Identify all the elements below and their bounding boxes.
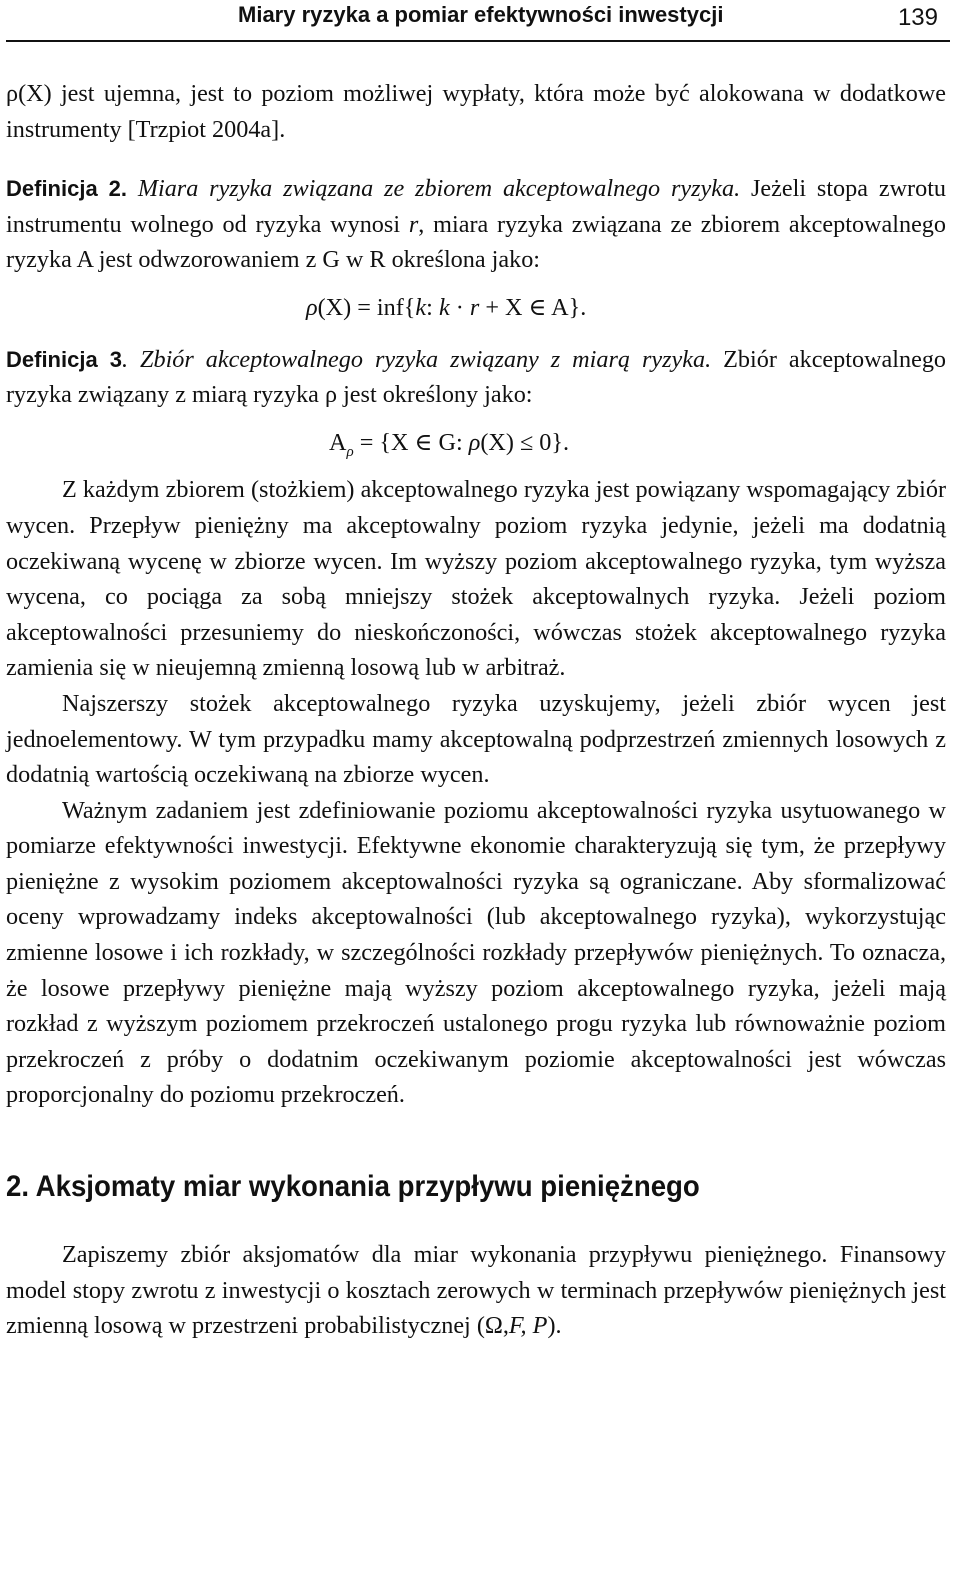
formula-rho: ρ bbox=[468, 428, 481, 456]
page-number: 139 bbox=[897, 4, 938, 31]
formula-part: : bbox=[426, 293, 439, 321]
definition-2-text-a: Jeżeli stopa zwrotu instrumentu wolnego od ryzyka wynosi bbox=[6, 175, 947, 238]
formula-risk-measure bbox=[6, 290, 946, 326]
section-text: Zapiszemy zbiór aksjomatów dla miar wykonania przypływu pieniężnego. Finansowy model stopy zwrotu z inwestycji o kosztach zerowych w terminach przepływów pieniężnych jest zmienną losową w przestrzeni probabilistycznej ( bbox=[6, 1241, 946, 1340]
definition-2 bbox=[6, 171, 946, 278]
definition-2-label: Definicja 2. bbox=[6, 176, 127, 202]
formula-acceptance-set bbox=[6, 425, 946, 461]
symbol-omega: Ω bbox=[484, 1312, 503, 1340]
page-body bbox=[6, 76, 946, 1344]
definition-3-text: Zbiór akceptowalnego ryzyka związany z miarą ryzyka ρ jest określony jako: bbox=[6, 345, 947, 409]
section-text-end: ). bbox=[547, 1312, 562, 1340]
definition-3-label: Definicja 3 bbox=[6, 346, 122, 372]
running-header bbox=[6, 0, 950, 42]
intro-paragraph: ρ(X) jest ujemna, jest to poziom możliwej wypłaty, która może być alokowana w dodatkowe instrumenty [Trzpiot 2004a]. bbox=[6, 80, 946, 143]
paragraph-acceptability-index: Ważnym zadaniem jest zdefiniowanie poziomu akceptowalności ryzyka usytuowanego w pomiarze efektywności inwestycji. Efektywne ekonomie charakteryzują się tym, że przepływy pieniężne z wysokim poziomem akceptowalności ryzyka są ograniczane. Aby sformalizować oceny wprowadzamy indeks akceptowalności (lub akceptowalnego ryzyka), wykorzystując zmienne losowe i ich rozkłady, w szczególności rozkłady przepływów pieniężnych. To oznacza, że losowe przepływy pieniężne mają wyższy poziom akceptowalnego ryzyka, jeżeli mają rozkład z wyższym poziomem przekroczeń ustalonego progu ryzyka lub równoważnie poziom przekroczeń z próby o dodatnim oczekiwanym poziomie akceptowalności jest wówczas proporcjonalny do poziomu przekroczeń. bbox=[6, 796, 946, 1109]
definition-2-title: Miara ryzyka związana ze zbiorem akceptowalnego ryzyka. bbox=[126, 175, 741, 203]
formula-rho: ρ bbox=[306, 293, 318, 321]
formula-part: = {X ∈ G: bbox=[353, 428, 469, 456]
formula-var-k: k bbox=[438, 293, 450, 321]
section-paragraph bbox=[6, 1237, 946, 1344]
formula-var-r: r bbox=[469, 293, 480, 321]
running-title: Miary ryzyka a pomiar efektywności inwestycji bbox=[238, 2, 724, 27]
section-heading: 2. Aksjomaty miar wykonania przypływu pieniężnego bbox=[6, 1170, 700, 1204]
formula-part: + X ∈ A}. bbox=[479, 293, 587, 321]
definition-3 bbox=[6, 342, 946, 413]
definition-3-title: . Zbiór akceptowalnego ryzyka związany z miarą ryzyka. bbox=[122, 345, 712, 373]
formula-part: · bbox=[449, 293, 470, 321]
definition-2-text-b: , miara ryzyka związana ze zbiorem akceptowalnego ryzyka A jest odwzorowaniem z G w R określona jako: bbox=[6, 210, 946, 274]
formula-part: A bbox=[329, 428, 347, 456]
formula-var-k: k bbox=[415, 293, 427, 321]
paragraph-widest-cone: Najszerszy stożek akceptowalnego ryzyka uzyskujemy, jeżeli zbiór wycen jest jednoelementowy. W tym przypadku mamy akceptowalną podprzestrzeń zmiennych losowych z dodatnią wartością oczekiwaną na zbiorze wycen. bbox=[6, 689, 946, 789]
formula-part: (X) ≤ 0}. bbox=[480, 428, 570, 456]
formula-part: (X) = inf{ bbox=[317, 293, 416, 321]
symbol-f-p: F, P bbox=[508, 1312, 548, 1340]
formula-subscript: ρ bbox=[346, 443, 354, 460]
definition-2-var-r: r bbox=[408, 210, 419, 238]
symbol-comma: , bbox=[502, 1312, 509, 1340]
paragraph-pricing-set: Z każdym zbiorem (stożkiem) akceptowalnego ryzyka jest powiązany wspomagający zbiór wycen. Przepływ pieniężny ma akceptowalny poziom ryzyka jedynie, jeżeli ma dodatnią oczekiwaną wycenę w zbiorze wycen. Im wyższy poziom akceptowalnego ryzyka, tym wyższa wycena, co pociąga za sobą mniejszy stożek akceptowalnych ryzyka. Jeżeli poziom akceptowalności przesuniemy do nieskończoności, wówczas stożek akceptowalnego ryzyka zamienia się w nieujemną zmienną losową lub w arbitraż. bbox=[6, 476, 946, 682]
